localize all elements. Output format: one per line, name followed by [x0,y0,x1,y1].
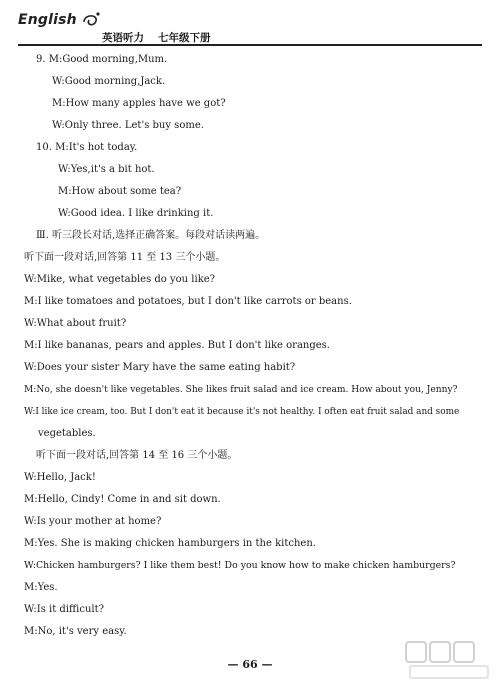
section-heading: Ⅲ. 听三段长对话,选择正确答案。每段对话读两遍。 [36,230,266,241]
transcript-line: M:Yes. She is making chicken hamburgers in the kitchen. [24,538,316,549]
dialogue-instruction: 听下面一段对话,回答第 14 至 16 三个小题。 [36,450,238,461]
transcript-line: M:I like tomatoes and potatoes, but I don't like carrots or beans. [24,296,352,307]
transcript-line: W:Chicken hamburgers? I like them best! Do you know how to make chicken hamburgers? [24,560,456,571]
dialogue-instruction: 听下面一段对话,回答第 11 至 13 三个小题。 [24,252,226,263]
transcript-line: W:What about fruit? [24,318,127,329]
transcript-line: W:Is your mother at home? [24,516,162,527]
header-title [102,30,211,45]
header-grade: 七年级下册 [158,32,211,44]
transcript-line: W:Mike, what vegetables do you like? [24,274,216,285]
transcript-line: 9. M:Good morning,Mum. [36,54,168,65]
transcript-line: W:Hello, Jack! [24,472,96,483]
transcript-line: W:Good idea. I like drinking it. [58,208,214,219]
transcript-line: W:Only three. Let's buy some. [52,120,204,131]
transcript-line: M:I like bananas, pears and apples. But I don't like oranges. [24,340,330,351]
english-logo: English [18,12,77,28]
transcript-line: M:How many apples have we got? [52,98,226,109]
page-header [18,10,482,46]
transcript-line: vegetables. [38,428,96,439]
transcript-line: M:No, she doesn't like vegetables. She likes fruit salad and ice cream. How about you, Jenny? [24,385,458,395]
transcript-line: M:No, it's very easy. [24,626,127,637]
transcript-line: M:How about some tea? [58,186,182,197]
page-number: — 66 — [227,658,273,671]
logo-swirl-icon [80,10,102,32]
watermark-logo-icon [404,640,494,682]
transcript-line: M:Hello, Cindy! Come in and sit down. [24,494,221,505]
transcript-line: W:Does your sister Mary have the same eating habit? [24,362,296,373]
header-subject: 英语听力 [102,32,144,44]
transcript-line: M:Yes. [24,582,58,593]
transcript-line: 10. M:It's hot today. [36,142,138,153]
transcript-line: W:Is it difficult? [24,604,104,615]
transcript-line: W:Yes,it's a bit hot. [58,164,155,175]
transcript-line: W:Good morning,Jack. [52,76,166,87]
transcript-line: W:I like ice cream, too. But I don't eat it because it's not healthy. I often eat fruit salad and some [24,407,460,417]
header-divider [18,44,482,46]
